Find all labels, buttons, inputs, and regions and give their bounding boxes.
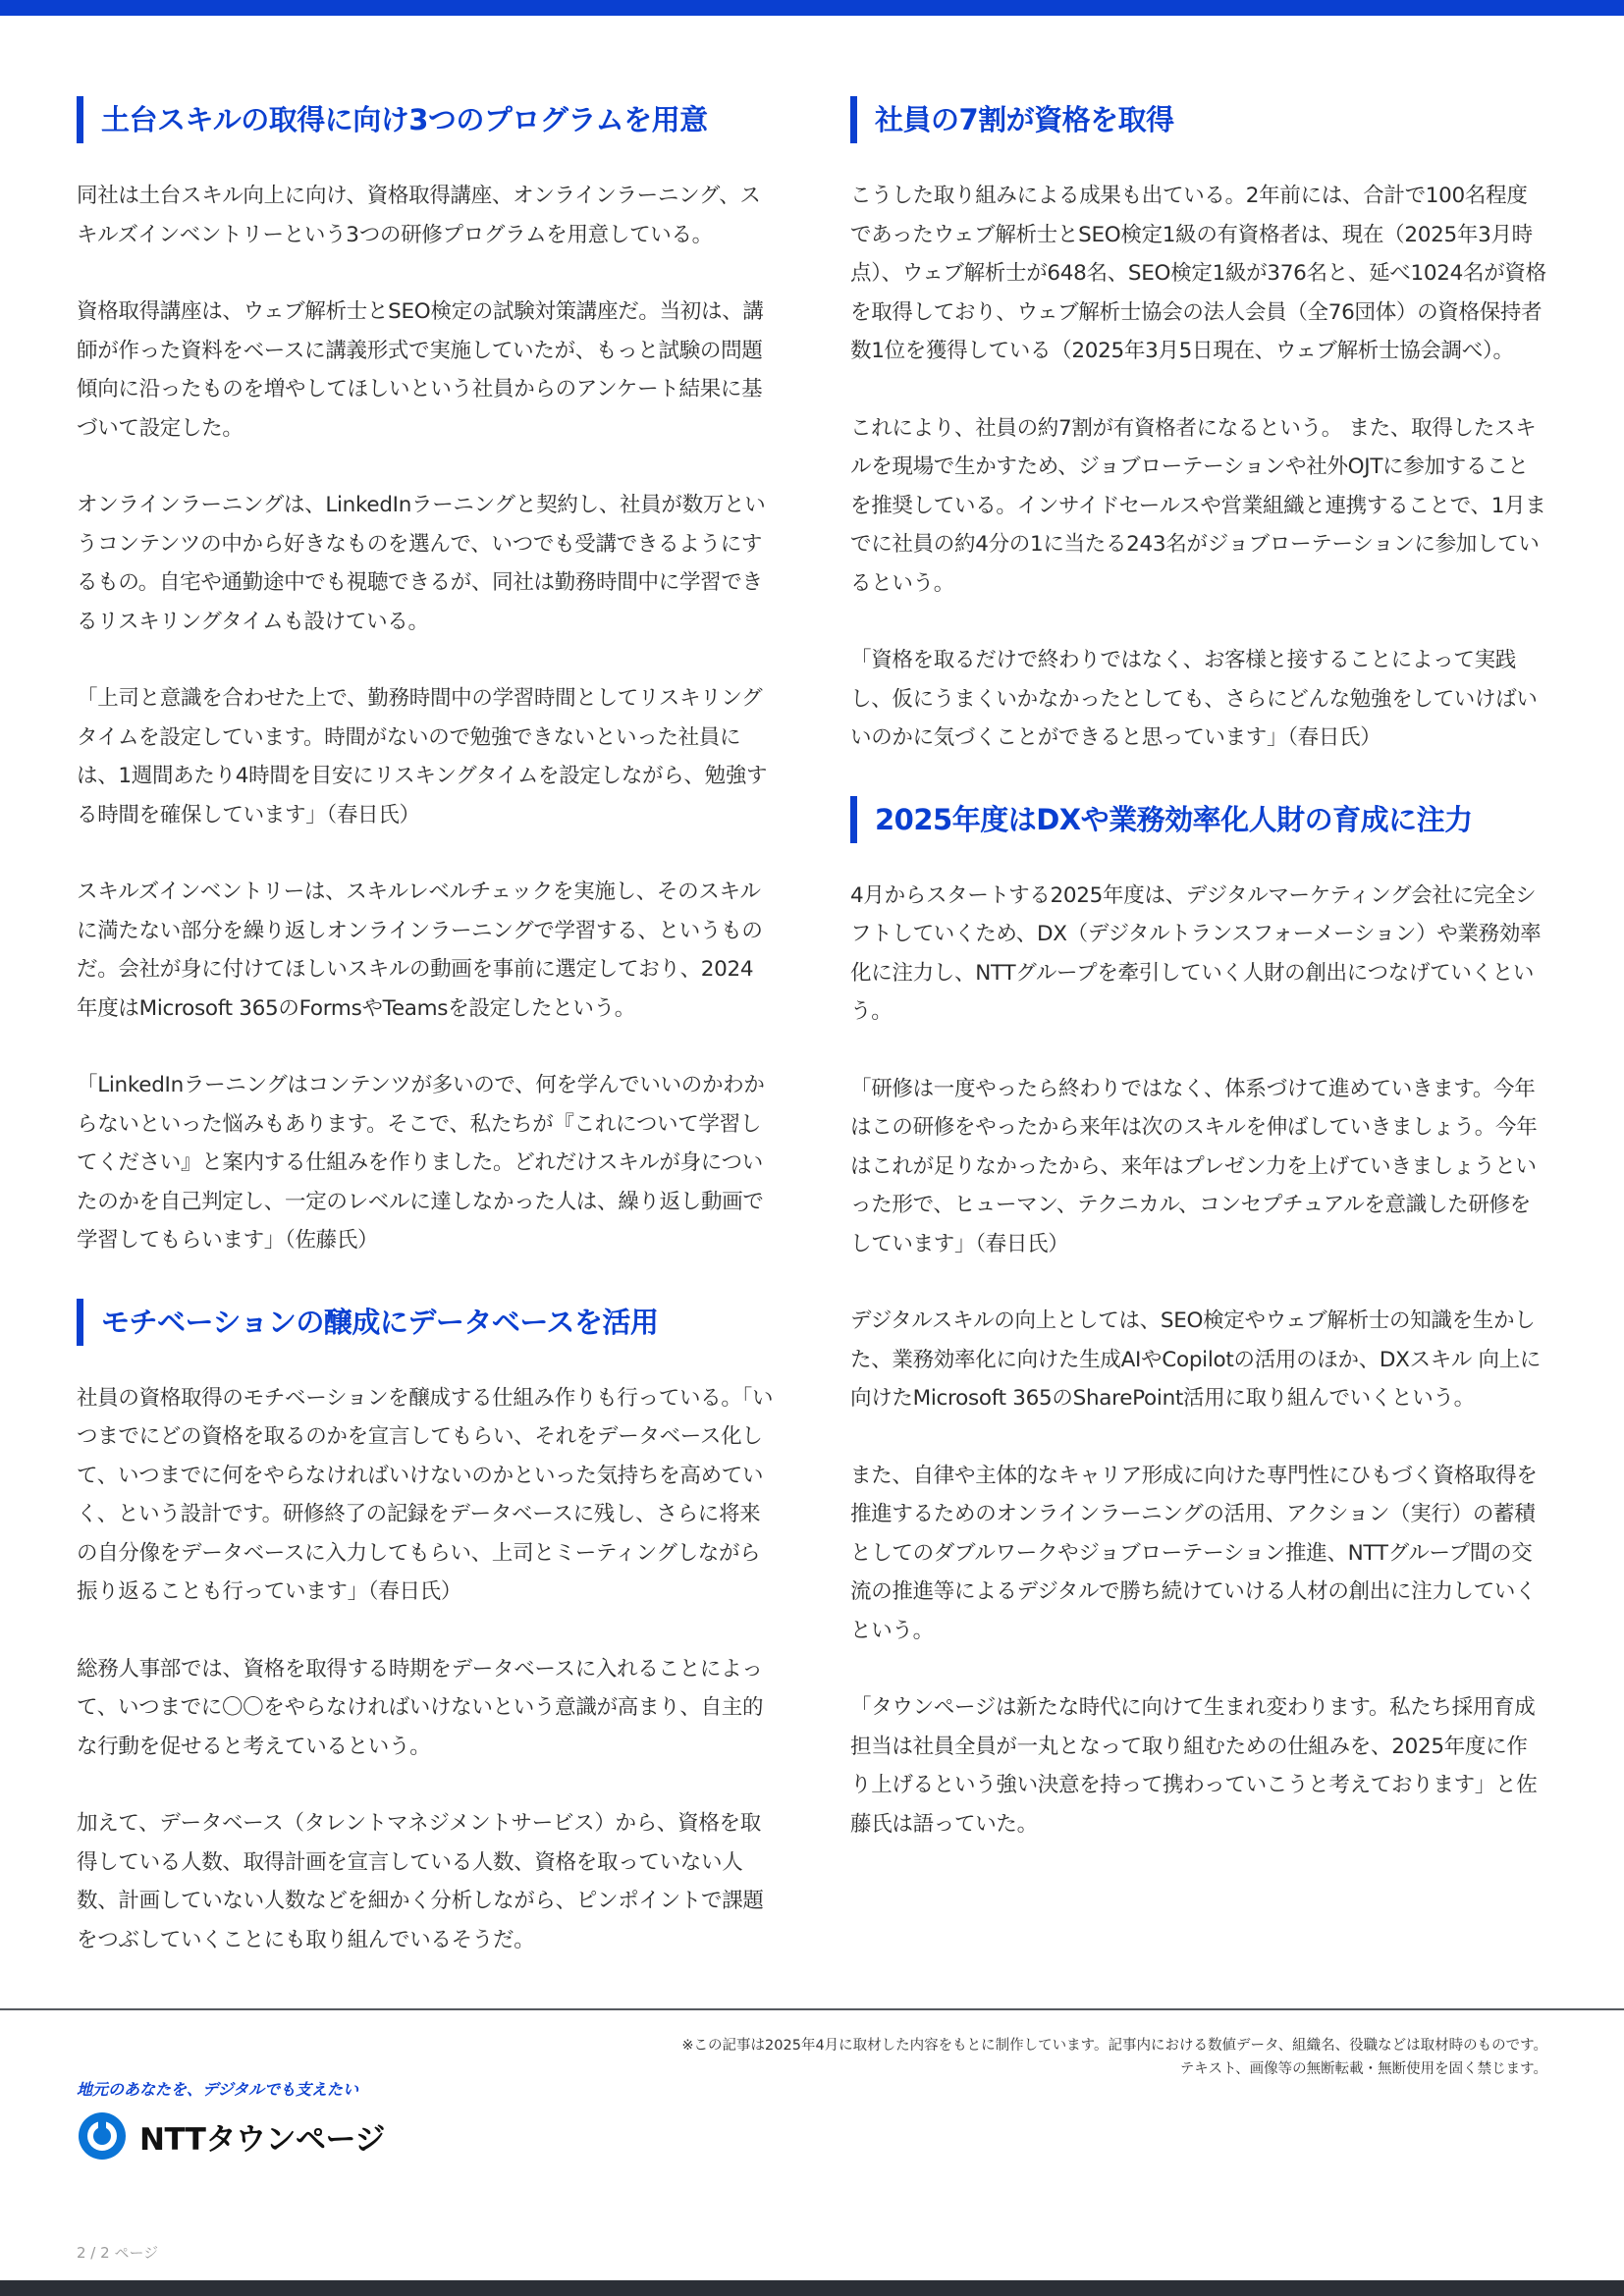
note-line: テキスト、画像等の無断転載・無断使用を固く禁じます。 bbox=[1179, 2061, 1547, 2077]
paragraph: こうした取り組みによる成果も出ている。2年前には、合計で100名程度であったウェブ解析士とSEO検定1級の有資格者は、現在（2025年3月時点）、ウェブ解析士が648名、SEO検定1級が376名と、延べ1024名が資格を取得しており、ウェブ解析士協会の法人会員（全76団体）の資格保持者数1位を獲得している（2025年3月5日現在、ウェブ解析士協会調べ）。 bbox=[850, 184, 1546, 363]
ntt-logo-icon bbox=[77, 2110, 128, 2162]
section-foundation-programs bbox=[77, 96, 774, 1260]
footer-divider bbox=[0, 2008, 1624, 2010]
paragraph: 4月からスタートする2025年度は、デジタルマーケティング会社に完全シフトしていくため、DX（デジタルトランスフォーメーション）や業務効率化に注力し、NTTグループを牽引していく人財の創出につなげていくという。 bbox=[850, 882, 1542, 1024]
logo-wordmark: NTTタウンページ bbox=[139, 2121, 385, 2158]
paragraph: 「タウンページは新たな時代に向けて生まれ変わります。私たち採用育成担当は社員全員が一丸となって取り組むための仕組みを、2025年度に作り上げるという強い決意を持って携わっていこうと考えております」と佐藤氏は語っていた。 bbox=[850, 1695, 1538, 1837]
section-heading: 社員の7割が資格を取得 bbox=[850, 96, 1547, 143]
paragraph: オンラインラーニングは、LinkedInラーニングと契約し、社員が数万というコンテンツの中から好きなものを選んで、いつでも受講できるようにするもの。自宅や通勤途中でも視聴できるが、同社は勤務時間中に学習できるリスキリングタイムも設けている。 bbox=[77, 493, 766, 634]
paragraph: 資格取得講座は、ウェブ解析士とSEO検定の試験対策講座だ。当初は、講師が作った資料をベースに講義形式で実施していたが、もっと試験の問題傾向に沿ったものを増やしてほしいという社員からのアンケート結果に基づいて設定した。 bbox=[77, 299, 764, 441]
section-heading: モチベーションの醸成にデータベースを活用 bbox=[77, 1299, 774, 1346]
section-seventy-percent-certified bbox=[850, 96, 1547, 758]
top-accent-bar bbox=[0, 0, 1624, 16]
paragraph: 社員の資格取得のモチベーションを醸成する仕組み作りも行っている。「いつまでにどの資格を取るのかを宣言してもらい、それをデータベース化して、いつまでに何をやらなければいけないのかといった気持ちを高めていく、という設計です。研修終了の記録をデータベースに残し、さらに将来の自分像をデータベースに入力してもらい、上司とミーティングしながら振り返ることも行っています」（春日氏） bbox=[77, 1385, 774, 1604]
right-column bbox=[850, 96, 1547, 1882]
note-line: ※この記事は2025年4月に取材した内容をもとに制作しています。記事内における数値データ、組織名、役職などは取材時のものです。 bbox=[681, 2038, 1547, 2054]
paragraph: デジタルスキルの向上としては、SEO検定やウェブ解析士の知識を生かした、業務効率化に向けた生成AIやCopilotの活用のほか、DXスキル 向上に向けたMicrosoft 365のSharePoint活用に取り組んでいくという。 bbox=[850, 1308, 1542, 1411]
bottom-bar bbox=[0, 2280, 1624, 2296]
paragraph: スキルズインベントリーは、スキルレベルチェックを実施し、そのスキルに満たない部分を繰り返しオンラインラーニングで学習する、というものだ。会社が身に付けてほしいスキルの動画を事前に選定しており、2024年度はMicrosoft 365のFormsやTeamsを設定したという。 bbox=[77, 880, 763, 1021]
paragraph: これにより、社員の約7割が有資格者になるという。 また、取得したスキルを現場で生かすため、ジョブローテーションや社外OJTに参加することを推奨している。インサイドセールスや営業組織と連携することで、1月までに社員の約4分の1に当たる243名がジョブローテーションに参加しているという。 bbox=[850, 415, 1546, 596]
section-heading: 2025年度はDXや業務効率化人財の育成に注力 bbox=[850, 796, 1547, 843]
paragraph: 「LinkedInラーニングはコンテンツが多いので、何を学んでいいのかわからないといった悩みもあります。そこで、私たちが『これについて学習してください』と案内する仕組みを作りました。どれだけスキルが身についたのかを自己判定し、一定のレベルに達しなかった人は、繰り返し動画で学習してもらいます」（佐藤氏） bbox=[77, 1073, 765, 1253]
left-column bbox=[77, 96, 774, 1998]
brand-tagline: 地元のあなたを、デジタルでも支えたい bbox=[77, 2080, 359, 2099]
paragraph: 加えて、データベース（タレントマネジメントサービス）から、資格を取得している人数、取得計画を宣言している人数、資格を取っていない人数、計画していない人数などを細かく分析しながら、ピンポイントで課題をつぶしていくことにも取り組んでいるそうだ。 bbox=[77, 1811, 764, 1952]
section-heading: 土台スキルの取得に向け3つのプログラムを用意 bbox=[77, 96, 774, 143]
paragraph: 「上司と意識を合わせた上で、勤務時間中の学習時間としてリスキリングタイムを設定しています。時間がないので勉強できないといった社員には、1週間あたり4時間を目安にリスキングタイムを設定しながら、勉強する時間を確保しています」（春日氏） bbox=[77, 686, 768, 828]
paragraph: 「研修は一度やったら終わりではなく、体系づけて進めていきます。今年はこの研修をやったから来年は次のスキルを伸ばしていきましょう。今年はこれが足りなかったから、来年はプレゼン力を上げていきましょうといった形で、ヒューマン、テクニカル、コンセプチュアルを意識した研修をしています」（春日氏） bbox=[850, 1076, 1538, 1256]
paragraph: また、自律や主体的なキャリア形成に向けた専門性にひもづく資格取得を推進するためのオンラインラーニングの活用、アクション（実行）の蓄積としてのダブルワークやジョブローテーション推進、NTTグループ間の交流の推進等によるデジタルで勝ち続けていける人材の創出に注力していくという。 bbox=[850, 1463, 1538, 1643]
section-motivation-database bbox=[77, 1299, 774, 1960]
paragraph: 同社は土台スキル向上に向け、資格取得講座、オンラインラーニング、スキルズインベントリーという3つの研修プログラムを用意している。 bbox=[77, 184, 761, 247]
paragraph: 「資格を取るだけで終わりではなく、お客様と接することによって実践し、仮にうまくいかなかったとしても、さらにどんな勉強をしていけばいいのかに気づくことができると思っています」（春日氏） bbox=[850, 648, 1538, 750]
page-number: 2 / 2 ページ bbox=[77, 2244, 159, 2262]
paragraph: 総務人事部では、資格を取得する時期をデータベースに入れることによって、いつまでに〇〇をやらなければいけないという意識が高まり、自主的な行動を促せると考えているという。 bbox=[77, 1656, 764, 1759]
copyright-note bbox=[467, 2034, 1547, 2081]
ntt-townpage-logo bbox=[77, 2109, 385, 2163]
section-2025-dx-focus bbox=[850, 796, 1547, 1844]
